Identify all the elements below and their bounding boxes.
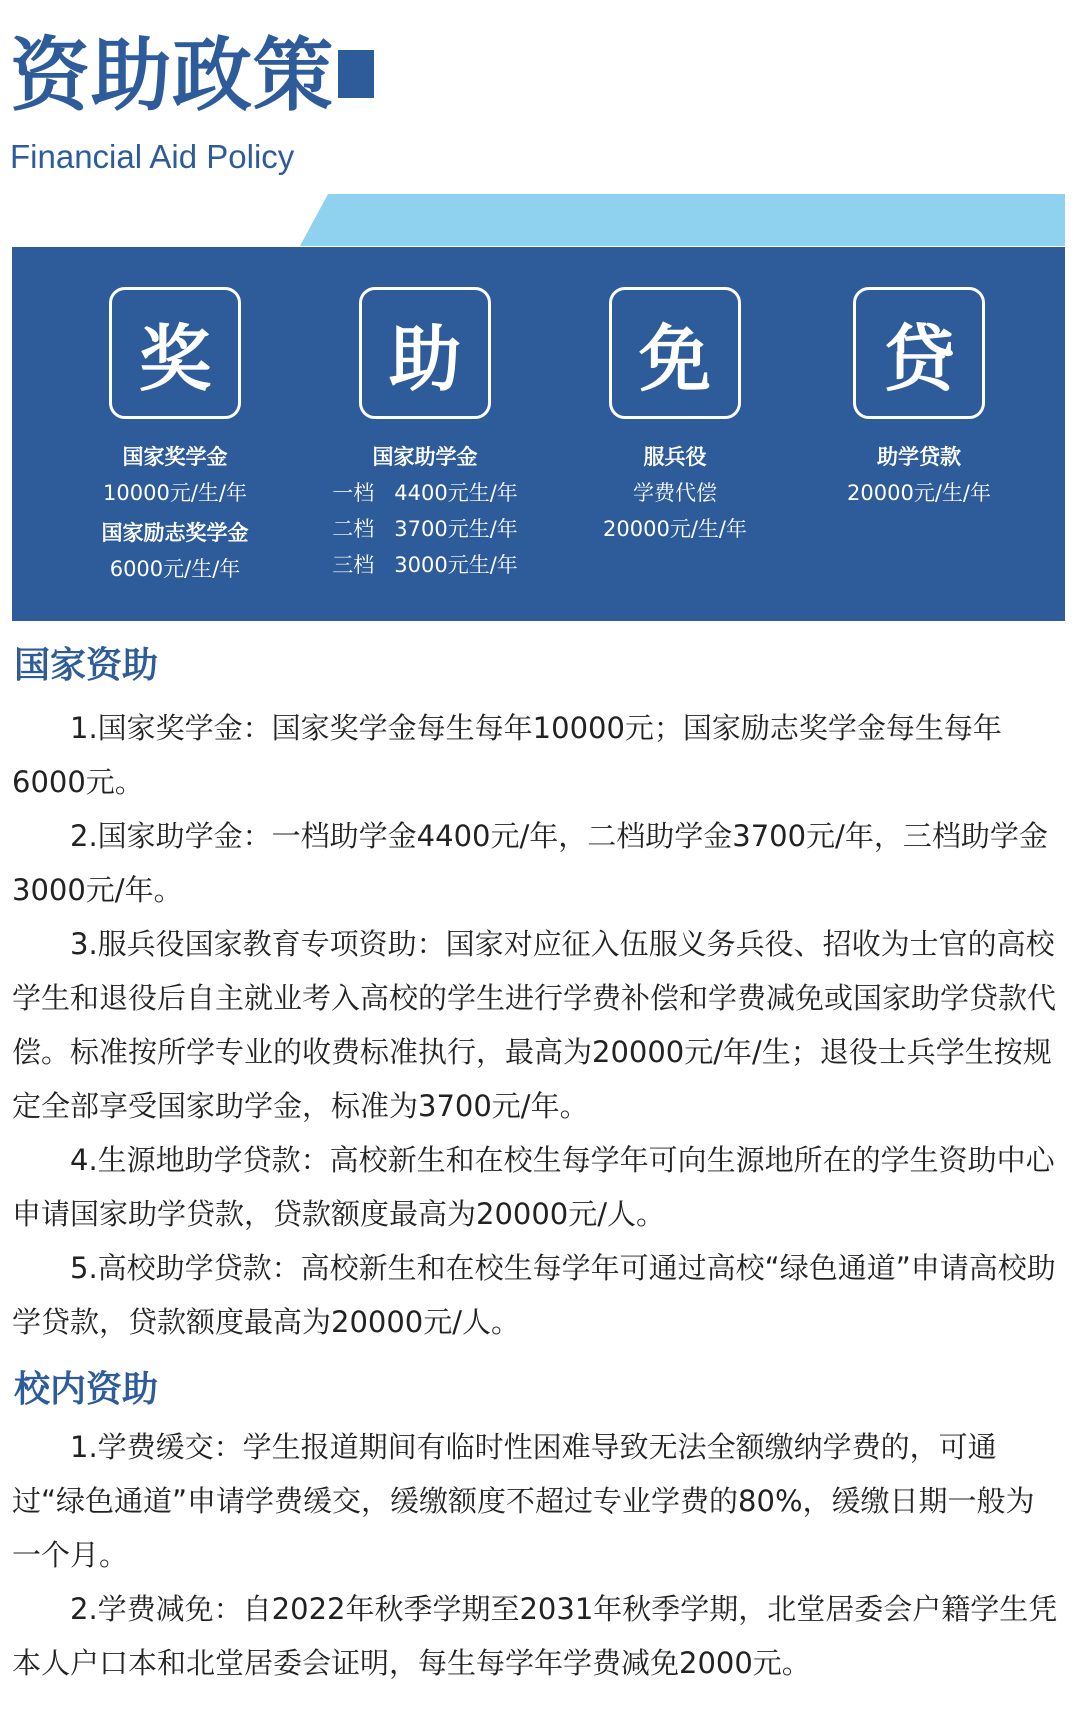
campus-aid-heading: 校内资助: [14, 1369, 159, 1410]
national-aid-paragraph: 5.高校助学贷款：高校新生和在校生每学年可通过高校“绿色通道”申请高校助学贷款，贷款额度最高为20000元/人。: [12, 1251, 1056, 1339]
category-line: 20000元/生/年: [847, 481, 991, 505]
campus-aid-body: [12, 1420, 1060, 1690]
national-aid-heading: 国家资助: [14, 645, 159, 686]
exemption-icon: 免: [609, 287, 741, 419]
category-line: 国家助学金: [372, 445, 478, 469]
category-scholarship: [50, 287, 300, 587]
category-exemption: [550, 287, 800, 547]
category-line: 国家励志奖学金: [101, 521, 249, 545]
category-line: 一档 4400元生/年: [332, 481, 518, 505]
category-line: 三档 3000元生/年: [332, 553, 518, 577]
page-subtitle: Financial Aid Policy: [10, 138, 295, 175]
loan-icon: 贷: [853, 287, 985, 419]
campus-aid-paragraph: 1.学费缓交：学生报道期间有临时性困难导致无法全额缴纳学费的，可通过“绿色通道”申请学费缓交，缓缴额度不超过专业学费的80%，缓缴日期一般为一个月。: [12, 1430, 1035, 1572]
grant-icon: 助: [359, 287, 491, 419]
page-title: 资助政策: [10, 29, 334, 122]
title-accent-block: [338, 50, 374, 98]
decorative-band: [300, 194, 1065, 246]
category-loan: [794, 287, 1044, 511]
national-aid-paragraph: 3.服兵役国家教育专项资助：国家对应征入伍服义务兵役、招收为士官的高校学生和退役后自主就业考入高校的学生进行学费补偿和学费减免或国家助学贷款代偿。标准按所学专业的收费标准执行，最高为20000元/年/生；退役士兵学生按规定全部享受国家助学金，标准为3700元/年。: [12, 927, 1057, 1123]
category-line: 20000元/生/年: [603, 517, 747, 541]
national-aid-body: [12, 701, 1060, 1349]
category-line: 服兵役: [643, 445, 707, 469]
category-line: 6000元/生/年: [109, 557, 241, 581]
national-aid-paragraph: 4.生源地助学贷款：高校新生和在校生每学年可向生源地所在的学生资助中心申请国家助学贷款，贷款额度最高为20000元/人。: [12, 1143, 1055, 1231]
category-line: 二档 3700元生/年: [332, 517, 518, 541]
category-line: 10000元/生/年: [103, 481, 247, 505]
national-aid-paragraph: 1.国家奖学金：国家奖学金每生每年10000元；国家励志奖学金每生每年6000元。: [12, 711, 1002, 799]
scholarship-icon: 奖: [109, 287, 241, 419]
category-grant: [300, 287, 550, 583]
category-line: 国家奖学金: [122, 445, 228, 469]
category-line: 学费代偿: [633, 481, 717, 505]
campus-aid-paragraph: 2.学费减免：自2022年秋季学期至2031年秋季学期，北堂居委会户籍学生凭本人户口本和北堂居委会证明，每生每学年学费减免2000元。: [12, 1592, 1058, 1680]
national-aid-paragraph: 2.国家助学金：一档助学金4400元/年，二档助学金3700元/年，三档助学金3000元/年。: [12, 819, 1048, 907]
category-line: 助学贷款: [877, 445, 961, 469]
aid-overview-panel: [12, 247, 1065, 621]
